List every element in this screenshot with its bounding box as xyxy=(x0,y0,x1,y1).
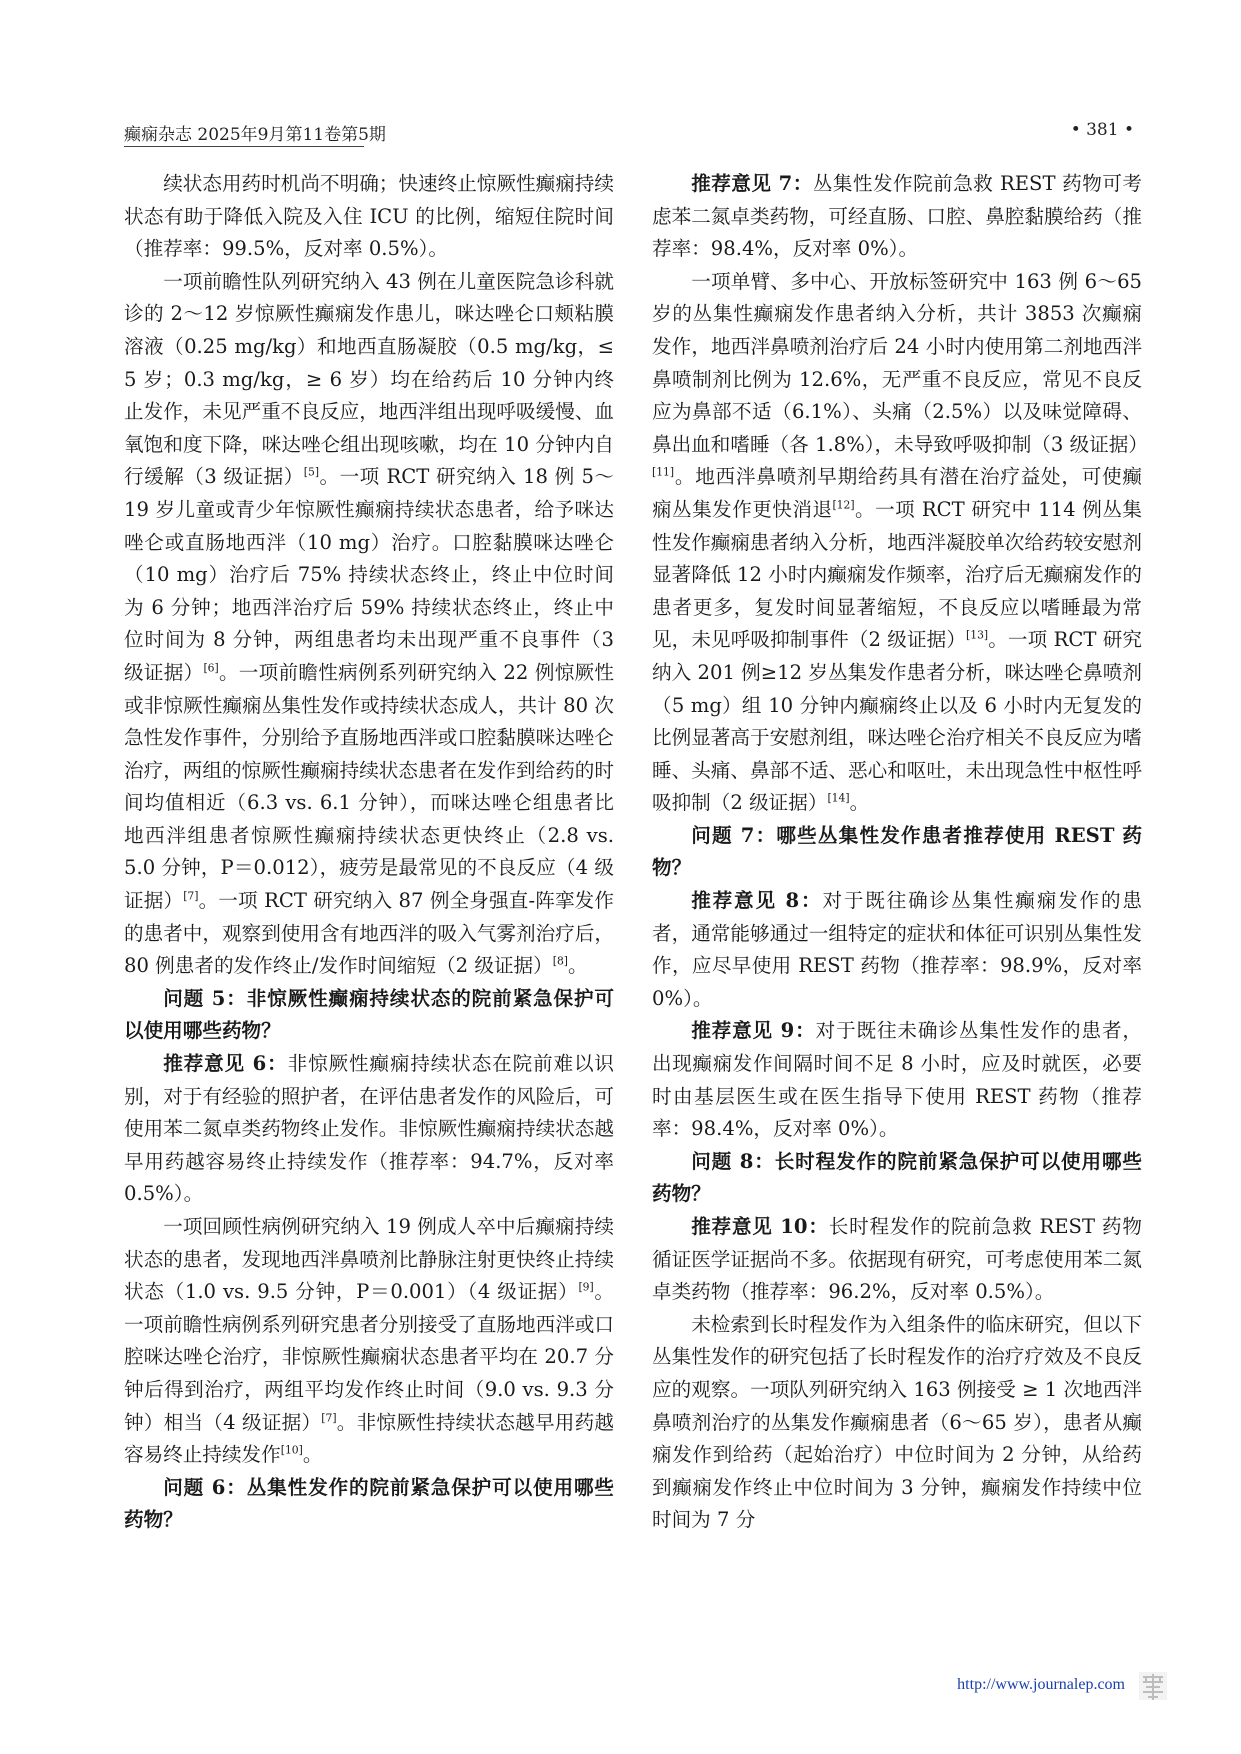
recommendation-paragraph xyxy=(652,1015,1142,1145)
body-paragraph xyxy=(124,168,614,266)
paragraph-text: 。一项 RCT 研究纳入 18 例 5～19 岁儿童或青少年惊厥性癫痫持续状态患者，给予咪达唑仑或直肠地西泮（10 mg）治疗。口腔黏膜咪达唑仑（10 mg）治疗后 75% 持续状态终止，终止中位时间为 6 分钟；地西泮治疗后 59% 持续状态终止，终止中位时间为 8 分钟，两组患者均未出现严重不良事件（3 级证据） xyxy=(124,465,614,684)
page-header xyxy=(124,112,1134,148)
citation-ref: [6] xyxy=(203,661,219,675)
recommendation-label: 推荐意见 8： xyxy=(691,889,823,913)
paragraph-text: 一项单臂、多中心、开放标签研究中 163 例 6～65 岁的丛集性癫痫发作患者纳入分析，共计 3853 次癫痫发作，地西泮鼻喷剂治疗后 24 小时内使用第二剂地西泮鼻喷制剂比例为 12.6%，无严重不良反应，常见不良反应为鼻部不适（6.1%）、头痛（2.5%）以及味觉障碍、鼻出血和嗜睡（各 1.8%），未导致呼吸抑制（3 级证据） xyxy=(652,269,1148,456)
body-paragraph xyxy=(124,266,614,983)
recommendation-paragraph xyxy=(652,168,1142,266)
paragraph-text: 续状态用药时机尚不明确；快速终止惊厥性癫痫持续状态有助于降低入院及入住 ICU 的比例，缩短住院时间（推荐率：99.5%，反对率 0.5%）。 xyxy=(124,172,614,261)
paragraph-text: 。非惊厥性持续状态越早用药越容易终止持续发作 xyxy=(124,1410,615,1467)
journal-url-link[interactable]: http://www.journalep.com xyxy=(957,1676,1125,1693)
header-rule xyxy=(124,146,364,147)
left-column xyxy=(124,168,614,1537)
recommendation-label: 推荐意见 6： xyxy=(163,1052,288,1076)
paragraph-text: 对于既往确诊丛集性癫痫发作的患者，通常能够通过一组特定的症状和体征可识别丛集性发作，应尽早使用 REST 药物（推荐率：98.9%，反对率 0%）。 xyxy=(652,889,1142,1010)
citation-ref: [7] xyxy=(321,1411,337,1425)
body-paragraph xyxy=(124,1211,614,1472)
recommendation-label: 推荐意见 9： xyxy=(691,1019,816,1043)
body-paragraph xyxy=(652,266,1148,820)
paragraph-text: 对于既往未确诊丛集性发作的患者，出现癫痫发作间隔时间不足 8 小时，应及时就医，必要时由基层医生或在医生指导下使用 REST 药物（推荐率：98.4%，反对率 0%）。 xyxy=(652,1019,1142,1141)
question-heading: 问题 8：长时程发作的院前紧急保护可以使用哪些药物？ xyxy=(652,1149,1142,1206)
paragraph-text: 。 xyxy=(302,1443,323,1467)
paragraph-text: 一项前瞻性队列研究纳入 43 例在儿童医院急诊科就诊的 2～12 岁惊厥性癫痫发作患儿，咪达唑仑口颊粘膜溶液（0.25 mg/kg）和地西直肠凝胶（0.5 mg/kg，≤ 5 岁；0.3 mg/kg，≥ 6 岁）均在给药后 10 分钟内终止发作，未见严重不良反应，地西泮组出现呼吸缓慢、血氧饱和度下降，咪达唑仑组出现咳嗽，均在 10 分钟内自行缓解（3 级证据） xyxy=(124,269,614,489)
paragraph-text: 。 xyxy=(849,791,870,815)
citation-ref: [14] xyxy=(827,791,850,805)
recommendation-label: 推荐意见 10： xyxy=(691,1215,829,1238)
question-heading: 问题 5：非惊厥性癫痫持续状态的院前紧急保护可以使用哪些药物？ xyxy=(124,986,614,1043)
journal-logo-icon xyxy=(1137,1670,1169,1702)
recommendation-paragraph xyxy=(652,885,1142,1015)
paragraph-text: 。一项 RCT 研究中 114 例丛集性发作癫痫患者纳入分析，地西泮凝胶单次给药较安慰剂显著降低 12 小时内癫痫发作频率，治疗后无癫痫发作的患者更多，复发时间显著缩短，不良反应以嗜睡最为常见，未见呼吸抑制事件（2 级证据） xyxy=(652,497,1143,652)
recommendation-paragraph xyxy=(124,1048,614,1211)
paragraph-text: 一项回顾性病例研究纳入 19 例成人卒中后癫痫持续状态的患者，发现地西泮鼻喷剂比静脉注射更快终止持续状态（1.0 vs. 9.5 分钟，P＝0.001）（4 级证据） xyxy=(124,1215,614,1304)
paragraph-text: 。地西泮鼻喷剂早期给药具有潜在治疗益处，可使癫痫丛集发作更快消退 xyxy=(652,465,1142,521)
page-number: • 381 • xyxy=(1070,120,1134,140)
citation-ref: [11] xyxy=(652,465,675,479)
paragraph-text: 。一项 RCT 研究纳入 87 例全身强直-阵挛发作的患者中，观察到使用含有地西泮的吸入气雾剂治疗后，80 例患者的发作终止/发作时间缩短（2 级证据） xyxy=(124,889,615,978)
recommendation-paragraph xyxy=(652,1211,1142,1309)
paragraph-text: 。一项前瞻性病例系列研究患者分别接受了直肠地西泮或口腔咪达唑仑治疗，非惊厥性癫痫状态患者平均在 20.7 分钟后得到治疗，两组平均发作终止时间（9.0 vs. 9.3 分钟）相当（4 级证据） xyxy=(124,1280,615,1434)
citation-ref: [10] xyxy=(280,1443,303,1457)
citation-ref: [5] xyxy=(303,465,320,479)
citation-ref: [7] xyxy=(183,889,199,903)
citation-ref: [8] xyxy=(552,954,568,968)
citation-ref: [9] xyxy=(578,1280,594,1294)
paragraph-text: 。一项 RCT 研究纳入 201 例≥12 岁丛集发作患者分析，咪达唑仑鼻喷剂（5 mg）组 10 分钟内癫痫终止以及 6 小时内无复发的比例显著高于安慰剂组，咪达唑仑治疗相关不良反应为嗜睡、头痛、鼻部不适、恶心和呕吐，未出现急性中枢性呼吸抑制（2 级证据） xyxy=(652,628,1142,815)
paragraph-text: 非惊厥性癫痫持续状态在院前难以识别，对于有经验的照护者，在评估患者发作的风险后，可使用苯二氮卓类药物终止发作。非惊厥性癫痫持续状态越早用药越容易终止持续发作（推荐率：94.7%，反对率 0.5%）。 xyxy=(124,1052,614,1206)
citation-ref: [12] xyxy=(832,498,855,512)
recommendation-label: 推荐意见 7： xyxy=(691,172,813,195)
paragraph-text: 。 xyxy=(568,954,588,978)
right-column xyxy=(652,168,1148,1537)
journal-title: 癫痫杂志 2025年9月第11卷第5期 xyxy=(124,125,386,145)
paragraph-text: 未检索到长时程发作为入组条件的临床研究，但以下丛集性发作的研究包括了长时程发作的治疗疗效及不良反应的观察。一项队列研究纳入 163 例接受 ≥ 1 次地西泮鼻喷剂治疗的丛集发作癫痫患者（6～65 岁），患者从癫痫发作到给药（起始治疗）中位时间为 2 分钟，从给药到癫痫发作终止中位时间为 3 分钟，癫痫发作持续中位时间为 7 分 xyxy=(652,1312,1142,1532)
paragraph-text: 长时程发作的院前急救 REST 药物循证医学证据尚不多。依据现有研究，可考虑使用苯二氮卓类药物（推荐率：96.2%，反对率 0.5%）。 xyxy=(652,1215,1142,1304)
question-heading: 问题 7：哪些丛集性发作患者推荐使用 REST 药物？ xyxy=(652,823,1142,880)
paragraph-text: 丛集性发作院前急救 REST 药物可考虑苯二氮卓类药物，可经直肠、口腔、鼻腔黏膜给药（推荐率：98.4%，反对率 0%）。 xyxy=(652,172,1142,261)
body-paragraph xyxy=(652,1309,1142,1537)
paragraph-text: 。一项前瞻性病例系列研究纳入 22 例惊厥性或非惊厥性癫痫丛集性发作或持续状态成人，共计 80 次急性发作事件，分别给予直肠地西泮或口腔黏膜咪达唑仑治疗，两组的惊厥性癫痫持续状态患者在发作到给药的时间均值相近（6.3 vs. 6.1 分钟），而咪达唑仑组患者比地西泮组患者惊厥性癫痫持续状态更快终止（2.8 vs. 5.0 分钟，P＝0.012），疲劳是最常见的不良反应（4 级证据） xyxy=(124,660,615,913)
citation-ref: [13] xyxy=(966,628,989,642)
question-heading: 问题 6：丛集性发作的院前紧急保护可以使用哪些药物？ xyxy=(124,1475,614,1532)
